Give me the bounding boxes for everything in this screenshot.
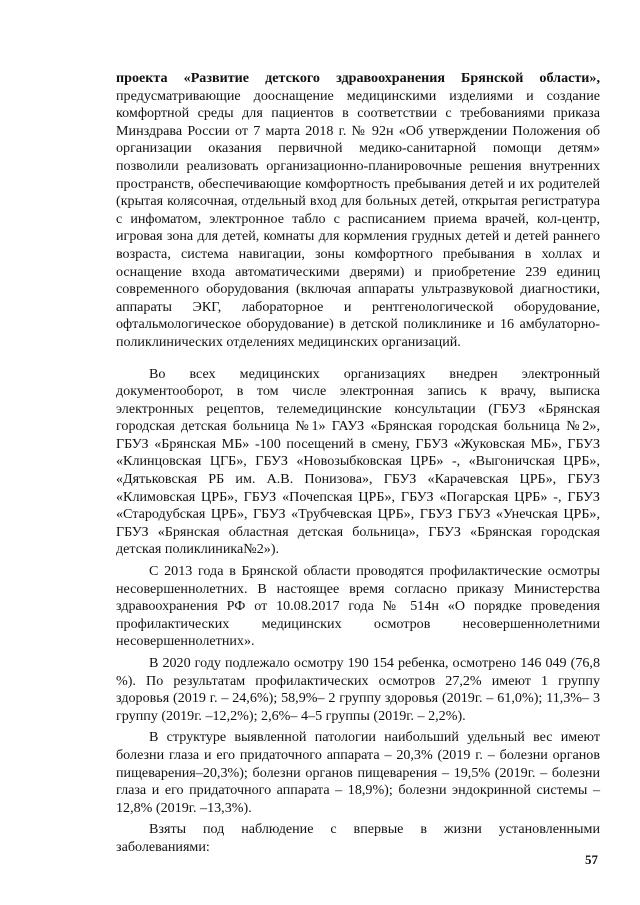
- paragraph-pathology-structure: В структуре выявленной патологии наибольший удельный вес имеют болезни глаза и его придаточного аппарата – 20,3% (2019 г. – болезни органов пищеварения–20,3%); болезни органов пищеварения – 19,5% (2019г. – болезни глаза и его придаточного аппарата – 18,9%); болезни эндокринной системы – 12,8% (2019г. –13,3%).: [116, 729, 600, 816]
- paragraph-project-text: предусматривающие дооснащение медицинскими изделиями и создание комфортной среды для пациентов в соответствии с требованиями приказа Минздрава России от 7 марта 2018 г. № 92н «Об утверждении Положения об организации оказания первичной медико-санитарной помощи детям» позволили реализовать организационно-планировочные решения внутренних пространств, обеспечивающие комфортность пребывания детей и их родителей (крытая колясочная, отдельный вход для больных детей, открытая регистратура с инфоматом, электронное табло с расписанием приема врачей, кол-центр, игровая зона для детей, комнаты для кормления грудных детей и детей раннего возраста, система навигации, зоны комфортного пребывания в холлах и оснащение входа автоматическими дверями) и приобретение 239 единиц современного оборудования (включая аппараты ультразвуковой диагностики, аппараты ЭКГ, лабораторное и рентгенологической оборудование, офтальмологическое оборудование) в детской поликлинике и 16 амбулаторно-поликлинических отделениях медицинских организаций.: [116, 87, 600, 350]
- paragraph-preventive-exams: С 2013 года в Брянской области проводятся профилактические осмотры несовершеннолетних. В настоящее время согласно приказу Министерства здравоохранения РФ от 10.08.2017 года № 514н «О порядке проведения профилактических медицинских осмотров несовершеннолетними несовершеннолетних».: [116, 563, 600, 650]
- body-text: [116, 70, 600, 857]
- paragraph-digital-docs: Во всех медицинских организациях внедрен электронный документооборот, в том числе электронная запись к врачу, выписка электронных рецептов, телемедицинские консультации (ГБУЗ «Брянская городская детская больница №1» ГАУЗ «Брянская городская больница №2», ГБУЗ «Брянская МБ» -100 посещений в смену, ГБУЗ «Жуковская МБ», ГБУЗ «Клинцовская ЦГБ», ГБУЗ «Новозыбковская ЦРБ» -, «Выгоничская ЦРБ», «Дятьковская РБ им. А.В. Понизова», ГБУЗ «Карачевская ЦРБ», ГБУЗ «Климовская ЦРБ», ГБУЗ «Почепская ЦРБ», ГБУЗ «Погарская ЦРБ» -, ГБУЗ «Стародубская ЦРБ», ГБУЗ «Трубчевская ЦРБ», ГБУЗ ГБУЗ «Унечская ЦРБ», ГБУЗ «Брянская областная детская больница», ГБУЗ «Брянская городская детская поликлиника№2»).: [116, 365, 600, 558]
- paragraph-exam-results: В 2020 году подлежало осмотру 190 154 ребенка, осмотрено 146 049 (76,8 %). По результатам профилактических осмотров 27,2% имеют 1 группу здоровья (2019 г. – 24,6%); 58,9%– 2 группу здоровья (2019г. – 61,0%); 11,3%– 3 группу (2019г. –12,2%); 2,6%– 4–5 группы (2019г. – 2,2%).: [116, 655, 600, 724]
- page-number: 57: [585, 852, 598, 867]
- project-title: проекта «Развитие детского здравоохранения Брянской области»,: [116, 70, 600, 86]
- paragraph-project: [116, 70, 600, 352]
- paragraph-under-observation: Взяты под наблюдение с впервые в жизни установленными заболеваниями:: [116, 821, 600, 855]
